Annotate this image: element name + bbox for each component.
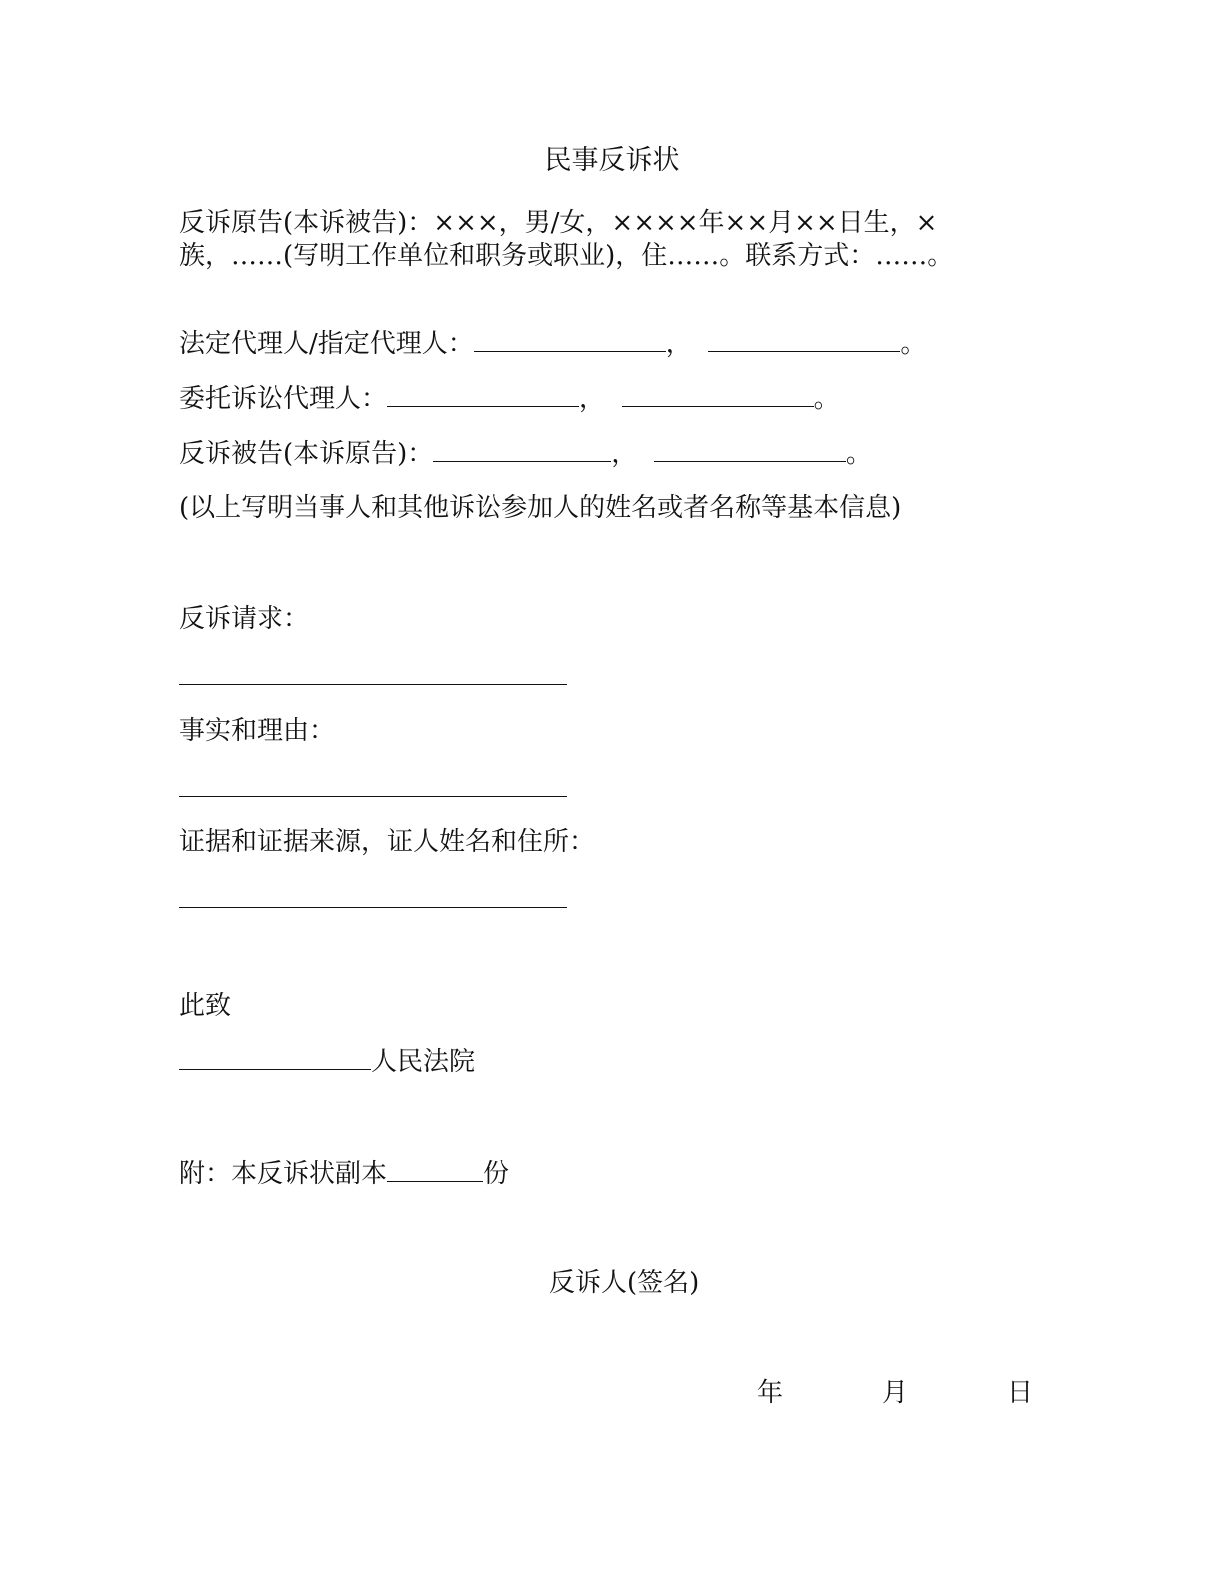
entrusted-agent-blank-2[interactable] <box>622 382 814 407</box>
court-name-blank[interactable] <box>179 1045 371 1070</box>
date-day: 日 <box>1007 1378 1034 1408</box>
evidence-blank-line[interactable] <box>179 907 567 908</box>
legal-agent-blank-1[interactable] <box>474 327 666 352</box>
claims-label: 反诉请求： <box>179 604 310 634</box>
legal-agent-blank-2[interactable] <box>708 327 900 352</box>
entrusted-agent-label: 委托诉讼代理人： <box>179 384 388 414</box>
court-row <box>179 1045 475 1078</box>
entrusted-agent-blank-1[interactable] <box>387 382 579 407</box>
date-month: 月 <box>882 1378 909 1408</box>
counterclaim-plaintiff-info: 反诉原告(本诉被告)：×××，男/女，××××年××月××日生，×族，……(写明工作单位和职务或职业)，住……。联系方式：……。 <box>179 208 954 271</box>
entrusted-agent-row <box>179 382 840 415</box>
attachment-count-blank[interactable] <box>387 1157 483 1182</box>
entrusted-agent-separator: ， <box>579 384 606 414</box>
counterclaim-defendant-blank-2[interactable] <box>654 437 846 462</box>
legal-agent-label: 法定代理人/指定代理人： <box>179 329 474 359</box>
document-title: 民事反诉状 <box>544 145 680 176</box>
counterclaim-defendant-row <box>179 437 872 470</box>
counterclaim-defendant-separator: ， <box>611 439 638 469</box>
counterclaim-defendant-blank-1[interactable] <box>433 437 611 462</box>
legal-agent-row <box>179 327 926 360</box>
evidence-label: 证据和证据来源，证人姓名和住所： <box>179 827 596 857</box>
date-year: 年 <box>757 1378 784 1408</box>
legal-agent-end: 。 <box>900 329 927 359</box>
salutation: 此致 <box>179 991 232 1021</box>
facts-blank-line[interactable] <box>179 796 567 797</box>
parties-note: (以上写明当事人和其他诉讼参加人的姓名或者名称等基本信息) <box>179 493 902 523</box>
facts-label: 事实和理由： <box>179 716 336 746</box>
counterclaim-defendant-label: 反诉被告(本诉原告)： <box>179 439 434 469</box>
entrusted-agent-end: 。 <box>813 384 840 414</box>
signature-label: 反诉人(签名) <box>549 1268 700 1298</box>
counterclaim-defendant-end: 。 <box>845 439 872 469</box>
attachment-prefix: 附：本反诉状副本 <box>179 1159 388 1189</box>
attachment-row <box>179 1157 509 1190</box>
attachment-suffix: 份 <box>483 1159 510 1189</box>
court-suffix: 人民法院 <box>371 1047 476 1077</box>
legal-agent-separator: ， <box>665 329 692 359</box>
claims-blank-line[interactable] <box>179 684 567 685</box>
